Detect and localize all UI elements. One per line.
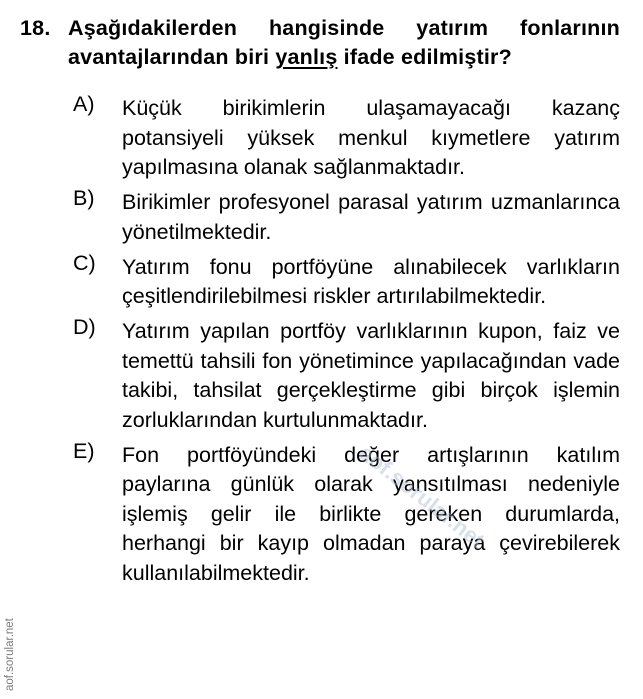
option-letter: C) — [73, 250, 96, 275]
watermark-side: aof.sorular.net — [4, 618, 16, 691]
option-e[interactable] — [20, 438, 620, 589]
option-text: Yatırım yapılan portföy varlıklarının kupon, faiz ve temettü tahsili fon yönetimince yapılacağından vade takibi, tahsilat gerçekleştirme gibi birçok işlemin zorluklarından kurtulunmaktadır. — [122, 319, 620, 432]
option-letter: A) — [73, 92, 95, 116]
question-number: 18. — [20, 16, 51, 40]
option-a[interactable] — [20, 94, 620, 183]
option-letter: D) — [73, 315, 96, 339]
question-text-before: Aşağıdakilerden hangisinde yatırım fonlarının avantajlarından biri — [68, 16, 620, 69]
option-text: Küçük birikimlerin ulaşamayacağı kazanç potansiyeli yüksek menkul kıymetlere yatırım yapılmasına olanak sağlanmaktadır. — [122, 96, 620, 179]
question-stem — [20, 14, 620, 72]
question-emphasis: yanlış — [275, 45, 338, 69]
option-text: Fon portföyündeki değer artışlarının katılım paylarına günlük olarak yansıtılması nedeniyle işlemiş gelir ile birlikte gereken durumlarda, herhangi bir kayıp olmadan paraya çevirebilerek kullanılabilmektedir. — [122, 442, 620, 585]
option-text: Yatırım fonu portföyüne alınabilecek varlıkların çeşitlendirilebilmesi riskler artırılabilmektedir. — [122, 254, 620, 308]
answer-options — [20, 94, 620, 588]
watermark-center: aof.sorular.net — [354, 440, 490, 554]
option-letter: E) — [73, 438, 95, 463]
option-letter: B) — [73, 186, 95, 210]
option-text: Birikimler profesyonel parasal yatırım uzmanlarınca yönetilmektedir. — [122, 190, 620, 244]
option-d[interactable] — [20, 317, 620, 435]
question-text — [68, 14, 620, 72]
option-c[interactable] — [20, 250, 620, 312]
question-text-after: ifade edilmiştir? — [337, 45, 512, 69]
question-block — [20, 14, 620, 594]
option-b[interactable] — [20, 188, 620, 247]
